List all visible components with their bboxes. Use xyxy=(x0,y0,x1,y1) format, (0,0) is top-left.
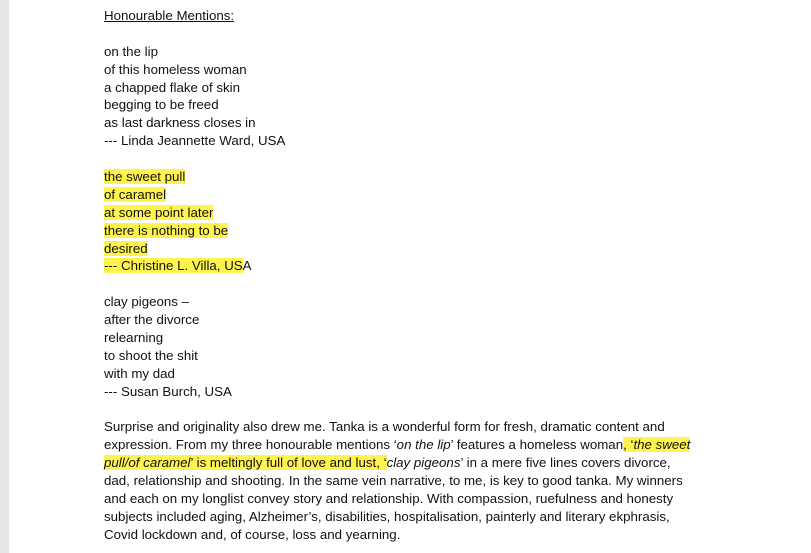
section-heading: Honourable Mentions: xyxy=(104,8,235,23)
paragraph-line xyxy=(104,454,744,472)
paragraph-line xyxy=(104,436,744,454)
poem-line: at some point later xyxy=(104,204,214,220)
paragraph-line: subjects included aging, Alzheimer’s, disabilities, hospitalisation, painterly and literary ekphrasis, xyxy=(104,508,670,524)
poem-line: the sweet pull xyxy=(104,169,186,185)
spacer xyxy=(104,150,744,168)
text-run: ’ features a homeless woman xyxy=(450,437,624,453)
spacer xyxy=(104,275,744,293)
poem-line: on the lip xyxy=(104,43,158,59)
paragraph-line: Surprise and originality also drew me. Tanka is a wonderful form for fresh, dramatic content and xyxy=(104,419,665,435)
paragraph-line: Covid lockdown and, of course, loss and yearning. xyxy=(104,526,401,542)
poem-line: there is nothing to be xyxy=(104,222,229,238)
document-page xyxy=(9,0,811,553)
poem-line: after the divorce xyxy=(104,312,200,328)
italic-title: pull/of caramel xyxy=(104,455,191,471)
italic-title: clay pigeons xyxy=(386,455,461,471)
poem-line: as last darkness closes in xyxy=(104,115,256,131)
poem-1 xyxy=(104,43,744,150)
spacer xyxy=(104,401,744,419)
document-text xyxy=(104,7,744,544)
spacer xyxy=(104,25,744,43)
paragraph-line: and each on my longlist convey story and relationship. With compassion, ruefulness and honesty xyxy=(104,491,674,507)
text-run: , ‘ xyxy=(623,437,634,453)
poem-3 xyxy=(104,293,744,400)
poem-line: of caramel xyxy=(104,186,167,202)
poem-author xyxy=(104,257,744,275)
highlighted-run xyxy=(104,455,387,470)
poem-line: to shoot the shit xyxy=(104,347,198,363)
poem-line: desired xyxy=(104,240,148,256)
poem-line: a chapped flake of skin xyxy=(104,79,241,95)
poem-line: with my dad xyxy=(104,365,175,381)
commentary-paragraph xyxy=(104,418,744,543)
text-run: ’ is meltingly full of love and lust, ‘ xyxy=(190,455,387,471)
poem-author-rest: A xyxy=(242,258,252,274)
poem-author: --- Susan Burch, USA xyxy=(104,383,232,399)
italic-title: the sweet xyxy=(633,437,691,453)
poem-author-highlighted: --- Christine L. Villa, US xyxy=(104,258,243,274)
text-run: expression. From my three honourable mentions ‘ xyxy=(104,437,397,453)
poem-2 xyxy=(104,168,744,275)
poem-line: relearning xyxy=(104,330,164,346)
poem-author: --- Linda Jeannette Ward, USA xyxy=(104,133,286,149)
poem-line: begging to be freed xyxy=(104,97,219,113)
italic-title: on the lip xyxy=(396,437,451,453)
poem-line: clay pigeons – xyxy=(104,294,190,310)
poem-line: of this homeless woman xyxy=(104,61,247,77)
highlighted-run xyxy=(623,437,690,452)
text-run: ’ in a mere five lines covers divorce, xyxy=(460,455,671,471)
paragraph-line: dad, relationship and shooting. In the same vein narrative, to me, is key to good tanka. My winners xyxy=(104,473,683,489)
